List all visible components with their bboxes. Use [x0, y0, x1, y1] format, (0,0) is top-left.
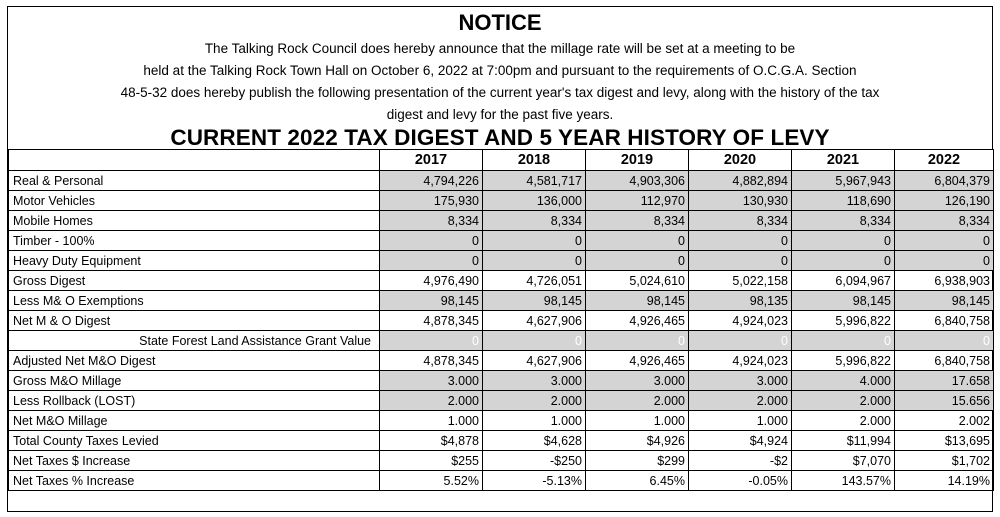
- value-cell: 2.000: [483, 391, 586, 411]
- value-cell: 136,000: [483, 191, 586, 211]
- value-cell: 2.000: [689, 391, 792, 411]
- value-cell: 5,024,610: [586, 271, 689, 291]
- value-cell: 98,135: [689, 291, 792, 311]
- value-cell: 2.002: [895, 411, 994, 431]
- table-row: [9, 191, 994, 211]
- value-cell: 8,334: [483, 211, 586, 231]
- table-heading: CURRENT 2022 TAX DIGEST AND 5 YEAR HISTORY OF LEVY: [170, 125, 830, 150]
- notice-text-line: 48-5-32 does hereby publish the following presentation of the current year's tax digest and levy, along with the history of the tax: [120, 85, 880, 100]
- row-label: Total County Taxes Levied: [9, 431, 380, 451]
- row-label: Less Rollback (LOST): [9, 391, 380, 411]
- value-cell: 4,794,226: [380, 171, 483, 191]
- notice-text-line: The Talking Rock Council does hereby announce that the millage rate will be set at a meeting to be: [204, 41, 796, 56]
- value-cell: 4,882,894: [689, 171, 792, 191]
- table-row: [9, 171, 994, 191]
- row-label: State Forest Land Assistance Grant Value: [9, 331, 380, 351]
- row-label: Less M& O Exemptions: [9, 291, 380, 311]
- value-cell: 6,938,903: [895, 271, 994, 291]
- value-cell: 8,334: [380, 211, 483, 231]
- value-cell: 0: [895, 231, 994, 251]
- value-cell: 1.000: [586, 411, 689, 431]
- notice-title: NOTICE: [458, 10, 542, 35]
- value-cell: 0: [586, 251, 689, 271]
- value-cell: 0: [380, 231, 483, 251]
- value-cell: 3.000: [586, 371, 689, 391]
- value-cell: 118,690: [792, 191, 895, 211]
- value-cell: 6,840,758: [895, 311, 994, 331]
- row-label: Gross M&O Millage: [9, 371, 380, 391]
- row-label: Timber - 100%: [9, 231, 380, 251]
- value-cell: 6,094,967: [792, 271, 895, 291]
- value-cell: 0: [380, 251, 483, 271]
- year-header: 2020: [689, 150, 792, 171]
- value-cell: 0: [483, 331, 586, 351]
- value-cell: 0: [792, 231, 895, 251]
- value-cell: 5,022,158: [689, 271, 792, 291]
- value-cell: 4,924,023: [689, 351, 792, 371]
- value-cell: 0: [689, 331, 792, 351]
- value-cell: 0: [689, 251, 792, 271]
- value-cell: 3.000: [483, 371, 586, 391]
- table-row: [9, 451, 994, 471]
- notice-document: [7, 6, 993, 512]
- year-header: 2017: [380, 150, 483, 171]
- value-cell: 8,334: [586, 211, 689, 231]
- row-label: Motor Vehicles: [9, 191, 380, 211]
- table-row: [9, 371, 994, 391]
- table-row: [9, 431, 994, 451]
- notice-text-line: held at the Talking Rock Town Hall on October 6, 2022 at 7:00pm and pursuant to the requirements of O.C.G.A. Section: [143, 63, 857, 78]
- value-cell: 4,926,465: [586, 311, 689, 331]
- value-cell: 3.000: [380, 371, 483, 391]
- value-cell: 2.000: [586, 391, 689, 411]
- value-cell: -$2: [689, 451, 792, 471]
- value-cell: $4,628: [483, 431, 586, 451]
- value-cell: 143.57%: [792, 471, 895, 491]
- value-cell: 3.000: [689, 371, 792, 391]
- value-cell: 0: [689, 231, 792, 251]
- value-cell: 98,145: [380, 291, 483, 311]
- value-cell: 4,878,345: [380, 351, 483, 371]
- value-cell: 4,726,051: [483, 271, 586, 291]
- value-cell: 126,190: [895, 191, 994, 211]
- table-row: [9, 411, 994, 431]
- value-cell: 0: [895, 251, 994, 271]
- value-cell: -5.13%: [483, 471, 586, 491]
- value-cell: 5,967,943: [792, 171, 895, 191]
- value-cell: 98,145: [895, 291, 994, 311]
- table-row: [9, 251, 994, 271]
- value-cell: 98,145: [792, 291, 895, 311]
- table-row: [9, 211, 994, 231]
- value-cell: 4,627,906: [483, 311, 586, 331]
- row-label: Real & Personal: [9, 171, 380, 191]
- header-row: [9, 150, 994, 171]
- value-cell: 1.000: [483, 411, 586, 431]
- value-cell: 4.000: [792, 371, 895, 391]
- value-cell: 5,996,822: [792, 351, 895, 371]
- year-header: 2018: [483, 150, 586, 171]
- table-row: [9, 351, 994, 371]
- value-cell: 2.000: [380, 391, 483, 411]
- value-cell: 4,924,023: [689, 311, 792, 331]
- value-cell: $4,924: [689, 431, 792, 451]
- value-cell: -0.05%: [689, 471, 792, 491]
- value-cell: 0: [792, 331, 895, 351]
- table-row: [9, 311, 994, 331]
- row-label: Adjusted Net M&O Digest: [9, 351, 380, 371]
- value-cell: $4,926: [586, 431, 689, 451]
- value-cell: 8,334: [895, 211, 994, 231]
- value-cell: 0: [895, 331, 994, 351]
- year-header: 2022: [895, 150, 994, 171]
- table-body: [9, 171, 994, 491]
- row-label: Net Taxes % Increase: [9, 471, 380, 491]
- table-row: [9, 471, 994, 491]
- table-row: [9, 231, 994, 251]
- value-cell: $255: [380, 451, 483, 471]
- value-cell: 0: [483, 251, 586, 271]
- value-cell: 5,996,822: [792, 311, 895, 331]
- year-header: 2019: [586, 150, 689, 171]
- value-cell: 175,930: [380, 191, 483, 211]
- value-cell: 4,581,717: [483, 171, 586, 191]
- header-label-cell: [9, 150, 380, 171]
- value-cell: 17.658: [895, 371, 994, 391]
- row-label: Net Taxes $ Increase: [9, 451, 380, 471]
- value-cell: 4,878,345: [380, 311, 483, 331]
- value-cell: 98,145: [586, 291, 689, 311]
- year-header: 2021: [792, 150, 895, 171]
- value-cell: 6.45%: [586, 471, 689, 491]
- notice-text-line: digest and levy for the past five years.: [386, 107, 614, 122]
- value-cell: 8,334: [689, 211, 792, 231]
- value-cell: 6,840,758: [895, 351, 994, 371]
- value-cell: $299: [586, 451, 689, 471]
- table-row: [9, 271, 994, 291]
- table-row: [9, 291, 994, 311]
- value-cell: 14.19%: [895, 471, 994, 491]
- value-cell: 0: [586, 231, 689, 251]
- value-cell: 15.656: [895, 391, 994, 411]
- value-cell: 5.52%: [380, 471, 483, 491]
- value-cell: $4,878: [380, 431, 483, 451]
- value-cell: 0: [483, 231, 586, 251]
- value-cell: 130,930: [689, 191, 792, 211]
- value-cell: 1.000: [380, 411, 483, 431]
- value-cell: -$250: [483, 451, 586, 471]
- value-cell: 2.000: [792, 391, 895, 411]
- value-cell: 4,926,465: [586, 351, 689, 371]
- row-label: Gross Digest: [9, 271, 380, 291]
- value-cell: 1.000: [689, 411, 792, 431]
- value-cell: 112,970: [586, 191, 689, 211]
- table-row: [9, 331, 994, 351]
- row-label: Heavy Duty Equipment: [9, 251, 380, 271]
- value-cell: $1,702: [895, 451, 994, 471]
- value-cell: 2.000: [792, 411, 895, 431]
- value-cell: 0: [586, 331, 689, 351]
- value-cell: 4,976,490: [380, 271, 483, 291]
- value-cell: 6,804,379: [895, 171, 994, 191]
- row-label: Net M&O Millage: [9, 411, 380, 431]
- value-cell: 0: [792, 251, 895, 271]
- table-row: [9, 391, 994, 411]
- value-cell: $11,994: [792, 431, 895, 451]
- value-cell: 0: [380, 331, 483, 351]
- value-cell: 98,145: [483, 291, 586, 311]
- row-label: Mobile Homes: [9, 211, 380, 231]
- value-cell: $7,070: [792, 451, 895, 471]
- value-cell: 8,334: [792, 211, 895, 231]
- value-cell: $13,695: [895, 431, 994, 451]
- tax-digest-table: [8, 149, 994, 491]
- value-cell: 4,627,906: [483, 351, 586, 371]
- row-label: Net M & O Digest: [9, 311, 380, 331]
- value-cell: 4,903,306: [586, 171, 689, 191]
